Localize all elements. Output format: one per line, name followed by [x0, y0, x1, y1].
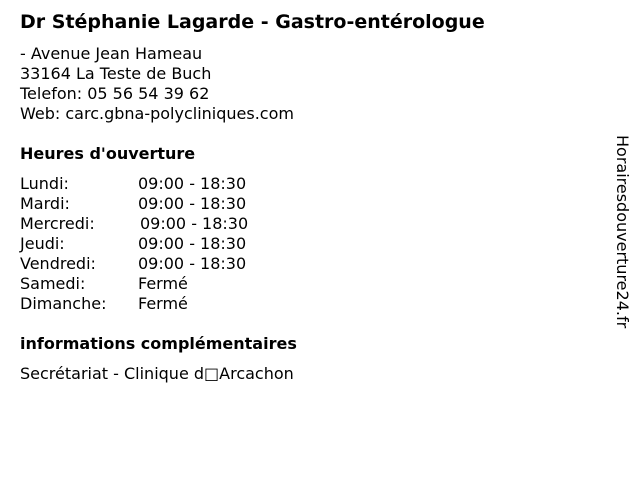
day-label: Dimanche: [20, 294, 107, 313]
additional-info-heading: informations complémentaires [20, 334, 297, 353]
day-label: Mardi: [20, 194, 70, 213]
time-value: 09:00 - 18:30 [138, 254, 247, 273]
address-city: 33164 La Teste de Buch [20, 64, 212, 83]
time-value: Fermé [138, 294, 188, 313]
time-value: Fermé [138, 274, 188, 293]
phone-number: Telefon: 05 56 54 39 62 [20, 84, 210, 103]
site-watermark: Horairesdouverture24.fr [613, 135, 632, 329]
day-label: Lundi: [20, 174, 69, 193]
day-label: Jeudi: [20, 234, 65, 253]
opening-hours-heading: Heures d'ouverture [20, 144, 196, 163]
business-address [20, 44, 294, 124]
day-label: Mercredi: [20, 214, 95, 233]
address-street: - Avenue Jean Hameau [20, 44, 203, 63]
time-value: 09:00 - 18:30 [138, 194, 247, 213]
day-label: Vendredi: [20, 254, 96, 273]
day-label: Samedi: [20, 274, 86, 293]
additional-info-text: Secrétariat - Clinique d□Arcachon [20, 364, 294, 383]
time-value: 09:00 - 18:30 [138, 174, 247, 193]
page-title: Dr Stéphanie Lagarde - Gastro-entérologue [20, 11, 485, 33]
time-value: 09:00 - 18:30 [138, 234, 247, 253]
time-value: 09:00 - 18:30 [140, 214, 249, 233]
website: Web: carc.gbna-polycliniques.com [20, 104, 294, 123]
